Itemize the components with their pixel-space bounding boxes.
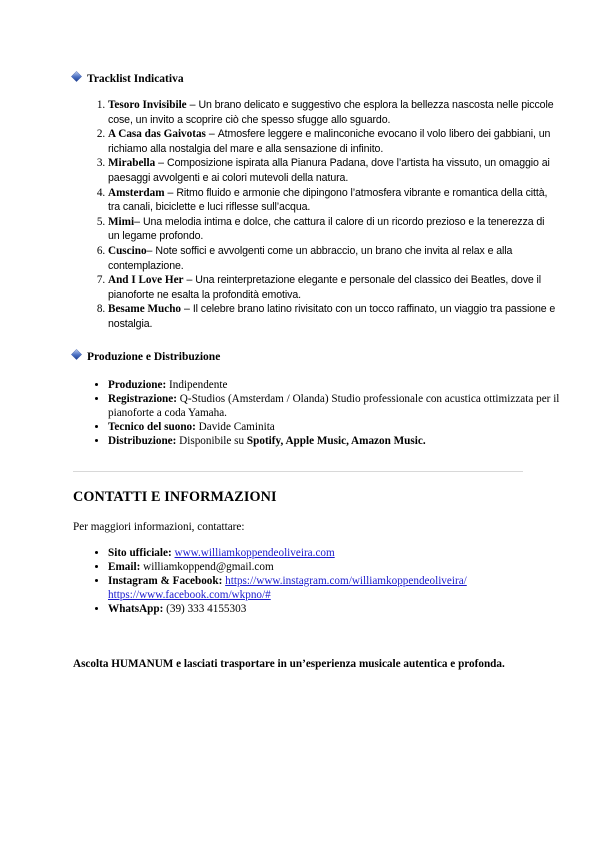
email-label: Email: [108, 560, 141, 573]
contacts-intro: Per maggiori informazioni, contattare: [73, 521, 245, 533]
track-description: Una reinterpretazione elegante e personale del classico dei Beatles, dove il pianoforte ne esalta la profondità emotiva. [108, 274, 542, 301]
track-title: Tesoro Invisibile [108, 99, 187, 111]
tracklist-heading [73, 73, 184, 85]
track-separator: – [186, 99, 199, 111]
tracklist-heading-text: Tracklist Indicativa [87, 73, 184, 85]
email-value: williamkoppend@gmail.com [140, 560, 274, 573]
production-item-distribution [108, 435, 568, 449]
contact-item-whatsapp [108, 603, 568, 617]
production-list [72, 379, 568, 449]
track-item [108, 215, 558, 244]
production-heading [73, 351, 220, 363]
track-separator: – [164, 186, 177, 199]
tracklist [72, 98, 558, 332]
track-separator: – [155, 157, 168, 170]
contact-item-site [108, 547, 568, 561]
track-item [108, 273, 558, 302]
recording-label: Registrazione: [108, 392, 177, 405]
producer-value: Indipendente [166, 379, 228, 391]
whatsapp-value: (39) 333 4155303 [163, 602, 247, 615]
site-link[interactable]: www.williamkoppendeoliveira.com [174, 547, 335, 559]
engineer-value: Davide Caminita [195, 420, 275, 433]
producer-label: Produzione: [108, 379, 167, 391]
contacts-heading: CONTATTI E INFORMAZIONI [73, 489, 277, 505]
track-separator: – [134, 215, 143, 228]
production-item-engineer [108, 421, 568, 435]
diamond-bullet-icon [72, 350, 82, 360]
contact-item-email [108, 561, 568, 575]
contact-item-social [108, 575, 568, 603]
track-title: Amsterdam [108, 186, 165, 199]
track-item [108, 98, 558, 127]
engineer-label: Tecnico del suono: [108, 420, 196, 433]
track-separator: – [183, 274, 196, 287]
track-title: Besame Mucho [108, 303, 182, 316]
track-description: Note soffici e avvolgenti come un abbraccio, un brano che invita al relax e alla contemplazione. [108, 244, 513, 272]
recording-value: Q-Studios (Amsterdam / Olanda) Studio professionale con acustica ottimizzata per il pianoforte a coda Yamaha. [108, 392, 560, 419]
site-label: Sito ufficiale: [108, 547, 172, 559]
track-description: Un brano delicato e suggestivo che esplora la bellezza nascosta nelle piccole cose, un invito a scoprire ciò che spesso sfugge allo sguardo. [108, 99, 554, 126]
track-item [108, 156, 558, 185]
instagram-link[interactable]: https://www.instagram.com/williamkoppendeoliveira/ [225, 574, 467, 587]
track-description: Composizione ispirata alla Pianura Padana, dove l’artista ha vissuto, un omaggio ai paesaggi avvolgenti e ai colori mutevoli della natura. [108, 157, 550, 184]
track-description: Una melodia intima e dolce, che cattura il calore di un ricordo prezioso e la tenerezza di un legame profondo. [108, 215, 545, 243]
track-item [108, 186, 558, 215]
distribution-value: Disponibile su [176, 434, 247, 447]
production-item-recording [108, 393, 568, 421]
distribution-label: Distribuzione: [108, 434, 177, 447]
production-item-producer [108, 379, 568, 393]
track-separator: – [205, 128, 218, 141]
contacts-list [72, 547, 568, 617]
distribution-platforms: Spotify, Apple Music, Amazon Music. [246, 434, 426, 447]
track-separator: – [146, 244, 156, 257]
section-divider [73, 471, 523, 472]
track-title: Mimi [108, 215, 135, 228]
closing-statement: Ascolta HUMANUM e lasciati trasportare in un’esperienza musicale autentica e profonda. [73, 658, 505, 670]
track-item [108, 244, 558, 273]
facebook-link[interactable]: https://www.facebook.com/wkpno/# [108, 588, 271, 601]
track-title: Mirabella [108, 157, 156, 170]
diamond-bullet-icon [72, 72, 82, 82]
track-title: A Casa das Gaivotas [108, 128, 206, 141]
whatsapp-label: WhatsApp: [108, 602, 164, 615]
social-label: Instagram & Facebook: [108, 574, 223, 587]
track-description: Atmosfere leggere e malinconiche evocano il volo libero dei gabbiani, un richiamo alla nostalgia del mare e alla sensazione di infinito. [108, 128, 551, 155]
track-separator: – [181, 303, 193, 316]
production-heading-text: Produzione e Distribuzione [87, 351, 221, 363]
track-item [108, 127, 558, 156]
track-item [108, 302, 558, 331]
track-title: And I Love Her [108, 274, 184, 287]
track-description: Ritmo fluido e armonie che dipingono l’atmosfera vibrante e romantica della città, tra canali, biciclette e luci riflesse sull’acqua. [108, 186, 548, 214]
track-description: Il celebre brano latino rivisitato con un tocco raffinato, un viaggio tra passione e nostalgia. [108, 303, 556, 330]
track-title: Cuscino [108, 244, 147, 257]
